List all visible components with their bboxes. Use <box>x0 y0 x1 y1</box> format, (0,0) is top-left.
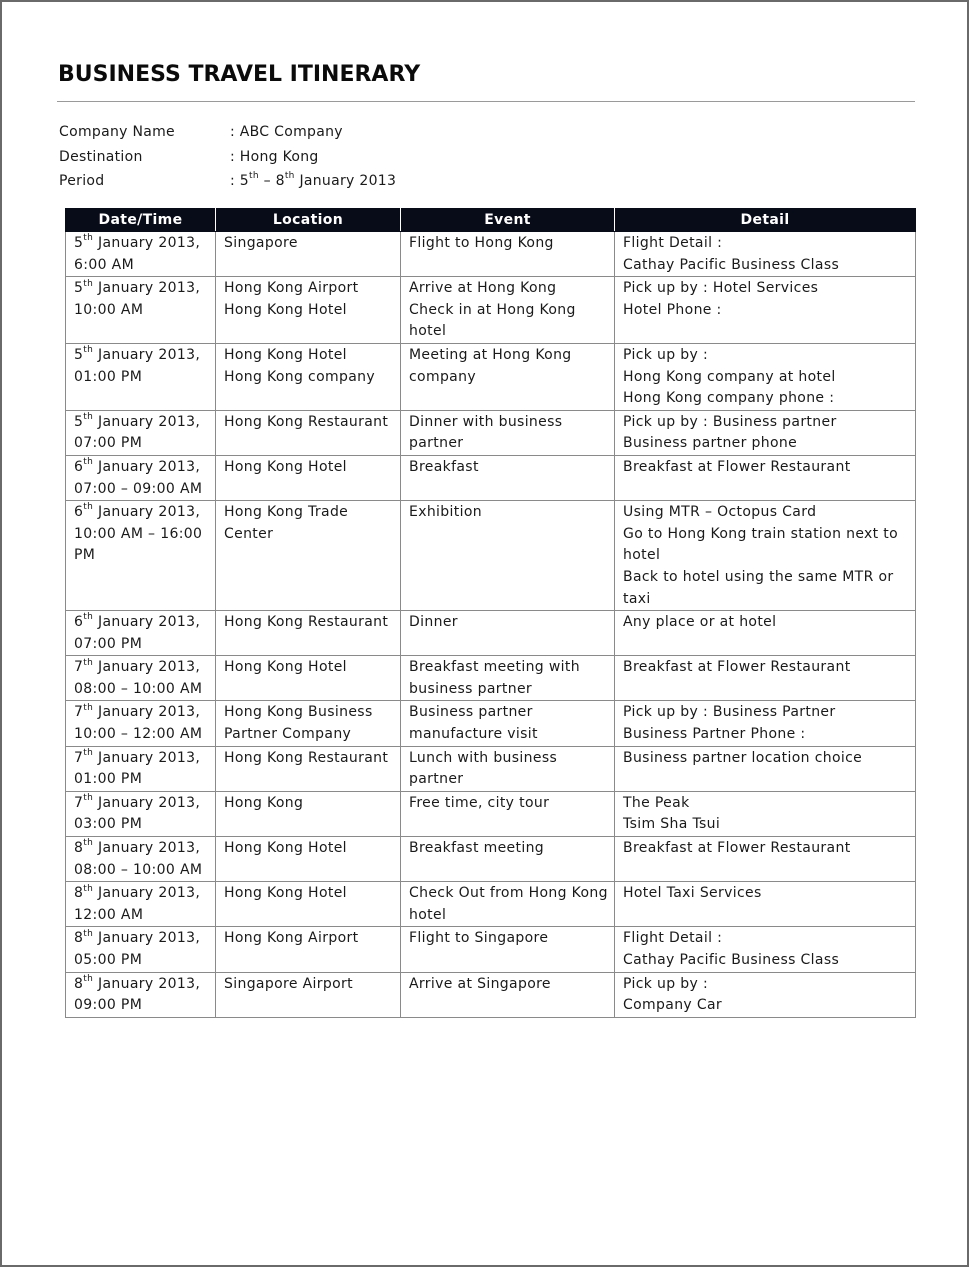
location-line: Hong Kong company <box>224 368 376 385</box>
date-line: 6th January 2013, <box>74 457 201 475</box>
detail-line: Using MTR – Octopus Card <box>623 504 817 521</box>
location-line: Hong Kong Business <box>224 704 373 721</box>
info-label: Destination <box>59 148 143 165</box>
detail-line: Any place or at hotel <box>623 614 777 631</box>
location-line: Partner Company <box>224 726 352 743</box>
detail-line: Pick up by : Business partner <box>623 413 837 430</box>
cell-date <box>66 927 216 972</box>
detail-line: Flight Detail : <box>623 930 723 947</box>
location-line: Hong Kong Airport <box>224 280 359 297</box>
table-row <box>66 972 916 1017</box>
date-line: 07:00 PM <box>74 635 143 652</box>
cell-detail <box>615 791 916 836</box>
detail-line: Hong Kong company at hotel <box>623 368 836 385</box>
cell-date <box>66 501 216 611</box>
cell-detail <box>615 611 916 656</box>
detail-line: Pick up by : <box>623 975 709 992</box>
cell-location <box>216 277 401 344</box>
date-line: 10:00 AM – 16:00 <box>74 525 203 542</box>
event-line: hotel <box>409 906 447 923</box>
detail-line: hotel <box>623 547 661 564</box>
itinerary-table <box>65 208 916 1018</box>
cell-event <box>401 701 615 746</box>
info-value: : ABC Company <box>230 124 343 140</box>
cell-location <box>216 455 401 500</box>
event-line: Flight to Hong Kong <box>409 235 554 251</box>
date-line: 08:00 – 10:00 AM <box>74 861 203 878</box>
cell-event <box>401 277 615 344</box>
date-line: 8th January 2013, <box>74 973 201 992</box>
cell-detail <box>615 410 916 455</box>
date-line: 8th January 2013, <box>74 883 201 902</box>
location-line: Hong Kong Trade <box>224 504 349 521</box>
cell-date <box>66 343 216 410</box>
table-row <box>66 410 916 455</box>
date-line: 08:00 – 10:00 AM <box>74 680 203 697</box>
event-line: Dinner <box>409 614 458 631</box>
table-row <box>66 927 916 972</box>
cell-location <box>216 656 401 701</box>
cell-event <box>401 837 615 882</box>
detail-line: Pick up by : <box>623 346 709 363</box>
cell-location <box>216 972 401 1017</box>
date-line: 8th January 2013, <box>74 928 201 947</box>
detail-line: Tsim Sha Tsui <box>623 816 721 833</box>
date-line: 10:00 AM <box>74 301 144 318</box>
header-date-time: Date/Time <box>66 209 216 232</box>
detail-line: Business partner phone <box>623 435 798 452</box>
table-row <box>66 232 916 277</box>
cell-detail <box>615 837 916 882</box>
cell-event <box>401 501 615 611</box>
cell-date <box>66 701 216 746</box>
detail-line: Hotel Taxi Services <box>623 885 762 902</box>
date-line: 5th January 2013, <box>74 278 201 297</box>
info-value: : 5th – 8th January 2013 <box>230 171 397 189</box>
table-row <box>66 656 916 701</box>
detail-line: Pick up by : Hotel Services <box>623 280 819 297</box>
detail-line: taxi <box>623 590 651 607</box>
cell-date <box>66 882 216 927</box>
cell-detail <box>615 232 916 277</box>
cell-date <box>66 611 216 656</box>
location-line: Hong Kong Hotel <box>224 840 347 857</box>
cell-detail <box>615 501 916 611</box>
date-line: 6th January 2013, <box>74 502 201 521</box>
cell-detail <box>615 277 916 344</box>
location-line: Hong Kong Hotel <box>224 659 347 676</box>
cell-date <box>66 972 216 1017</box>
detail-line: Flight Detail : <box>623 235 723 251</box>
table-row <box>66 837 916 882</box>
table-row <box>66 791 916 836</box>
event-line: partner <box>409 435 464 452</box>
cell-event <box>401 343 615 410</box>
cell-location <box>216 232 401 277</box>
event-line: Flight to Singapore <box>409 930 549 947</box>
cell-date <box>66 232 216 277</box>
cell-event <box>401 927 615 972</box>
cell-date <box>66 837 216 882</box>
cell-event <box>401 972 615 1017</box>
table-row <box>66 501 916 611</box>
detail-line: Business partner location choice <box>623 749 863 766</box>
date-line: 7th January 2013, <box>74 657 201 676</box>
cell-detail <box>615 656 916 701</box>
date-line: 8th January 2013, <box>74 838 201 857</box>
info-label: Period <box>59 173 105 189</box>
cell-event <box>401 611 615 656</box>
cell-event <box>401 746 615 791</box>
date-line: PM <box>74 547 96 564</box>
event-line: business partner <box>409 680 533 697</box>
date-line: 7th January 2013, <box>74 793 201 811</box>
detail-line: Company Car <box>623 997 723 1014</box>
location-line: Hong Kong Restaurant <box>224 749 389 766</box>
cell-event <box>401 656 615 701</box>
header-event: Event <box>401 209 615 232</box>
event-line: Arrive at Hong Kong <box>409 280 557 297</box>
table-row <box>66 746 916 791</box>
event-line: Meeting at Hong Kong <box>409 346 572 363</box>
cell-date <box>66 656 216 701</box>
location-line: Singapore <box>224 235 298 251</box>
cell-detail <box>615 343 916 410</box>
info-value: : Hong Kong <box>230 148 319 165</box>
location-line: Hong Kong <box>224 794 304 811</box>
cell-date <box>66 791 216 836</box>
date-line: 01:00 PM <box>74 771 143 788</box>
detail-line: Go to Hong Kong train station next to <box>623 525 899 542</box>
location-line: Hong Kong Airport <box>224 930 359 947</box>
table-row <box>66 455 916 500</box>
event-line: partner <box>409 771 464 788</box>
table-row <box>66 611 916 656</box>
cell-detail <box>615 972 916 1017</box>
date-line: 03:00 PM <box>74 816 143 833</box>
event-line: Check in at Hong Kong <box>409 301 576 318</box>
event-line: Breakfast meeting <box>409 840 545 857</box>
date-line: 7th January 2013, <box>74 702 201 721</box>
date-line: 07:00 – 09:00 AM <box>74 480 203 497</box>
cell-event <box>401 791 615 836</box>
header-detail: Detail <box>615 209 916 232</box>
detail-line: Cathay Pacific Business Class <box>623 256 840 273</box>
detail-line: Hong Kong company phone : <box>623 390 835 407</box>
date-line: 5th January 2013, <box>74 233 201 251</box>
location-line: Hong Kong Restaurant <box>224 413 389 430</box>
location-line: Hong Kong Hotel <box>224 301 347 318</box>
info-label: Company Name <box>59 124 175 140</box>
event-line: Check Out from Hong Kong <box>409 885 608 902</box>
date-line: 12:00 AM <box>74 906 144 923</box>
title-divider <box>57 101 915 102</box>
event-line: Lunch with business <box>409 749 558 766</box>
event-line: Exhibition <box>409 504 482 521</box>
date-line: 05:00 PM <box>74 952 143 968</box>
cell-location <box>216 410 401 455</box>
document-title: BUSINESS TRAVEL ITINERARY <box>58 62 421 87</box>
date-line: 01:00 PM <box>74 368 143 385</box>
location-line: Hong Kong Restaurant <box>224 614 389 631</box>
date-line: 7th January 2013, <box>74 748 201 766</box>
detail-line: Breakfast at Flower Restaurant <box>623 659 851 676</box>
date-line: 6th January 2013, <box>74 612 201 631</box>
detail-line: Back to hotel using the same MTR or <box>623 568 894 585</box>
event-line: Breakfast <box>409 458 479 475</box>
event-line: Breakfast meeting with <box>409 659 580 676</box>
cell-location <box>216 343 401 410</box>
event-line: manufacture visit <box>409 726 538 743</box>
cell-event <box>401 882 615 927</box>
cell-detail <box>615 927 916 972</box>
detail-line: Pick up by : Business Partner <box>623 704 836 721</box>
cell-location <box>216 837 401 882</box>
table-row <box>66 343 916 410</box>
cell-location <box>216 791 401 836</box>
cell-location <box>216 927 401 972</box>
date-line: 09:00 PM <box>74 997 143 1014</box>
detail-line: Breakfast at Flower Restaurant <box>623 840 851 857</box>
cell-event <box>401 455 615 500</box>
cell-detail <box>615 455 916 500</box>
detail-line: Cathay Pacific Business Class <box>623 952 840 968</box>
detail-line: Hotel Phone : <box>623 301 722 318</box>
date-line: 5th January 2013, <box>74 412 201 430</box>
cell-detail <box>615 701 916 746</box>
cell-event <box>401 410 615 455</box>
cell-date <box>66 455 216 500</box>
cell-location <box>216 701 401 746</box>
event-line: Arrive at Singapore <box>409 975 551 992</box>
table-header-row <box>66 209 916 232</box>
event-line: company <box>409 368 476 385</box>
cell-location <box>216 746 401 791</box>
cell-date <box>66 746 216 791</box>
cell-date <box>66 277 216 344</box>
location-line: Singapore Airport <box>224 975 353 992</box>
table-row <box>66 701 916 746</box>
event-line: Business partner <box>409 704 533 721</box>
date-line: 5th January 2013, <box>74 345 201 363</box>
location-line: Center <box>224 525 274 542</box>
event-line: Dinner with business <box>409 413 563 430</box>
location-line: Hong Kong Hotel <box>224 346 347 363</box>
header-location: Location <box>216 209 401 232</box>
table-row <box>66 882 916 927</box>
cell-date <box>66 410 216 455</box>
cell-location <box>216 882 401 927</box>
cell-event <box>401 232 615 277</box>
cell-detail <box>615 746 916 791</box>
date-line: 6:00 AM <box>74 256 134 273</box>
event-line: Free time, city tour <box>409 794 550 811</box>
detail-line: Breakfast at Flower Restaurant <box>623 458 851 475</box>
date-line: 07:00 PM <box>74 435 143 452</box>
date-line: 10:00 – 12:00 AM <box>74 726 203 743</box>
cell-detail <box>615 882 916 927</box>
detail-line: Business Partner Phone : <box>623 726 806 743</box>
cell-location <box>216 611 401 656</box>
detail-line: The Peak <box>623 794 690 811</box>
cell-location <box>216 501 401 611</box>
itinerary-body <box>66 232 916 1018</box>
table-row <box>66 277 916 344</box>
event-line: hotel <box>409 323 447 340</box>
location-line: Hong Kong Hotel <box>224 458 347 475</box>
location-line: Hong Kong Hotel <box>224 885 347 902</box>
